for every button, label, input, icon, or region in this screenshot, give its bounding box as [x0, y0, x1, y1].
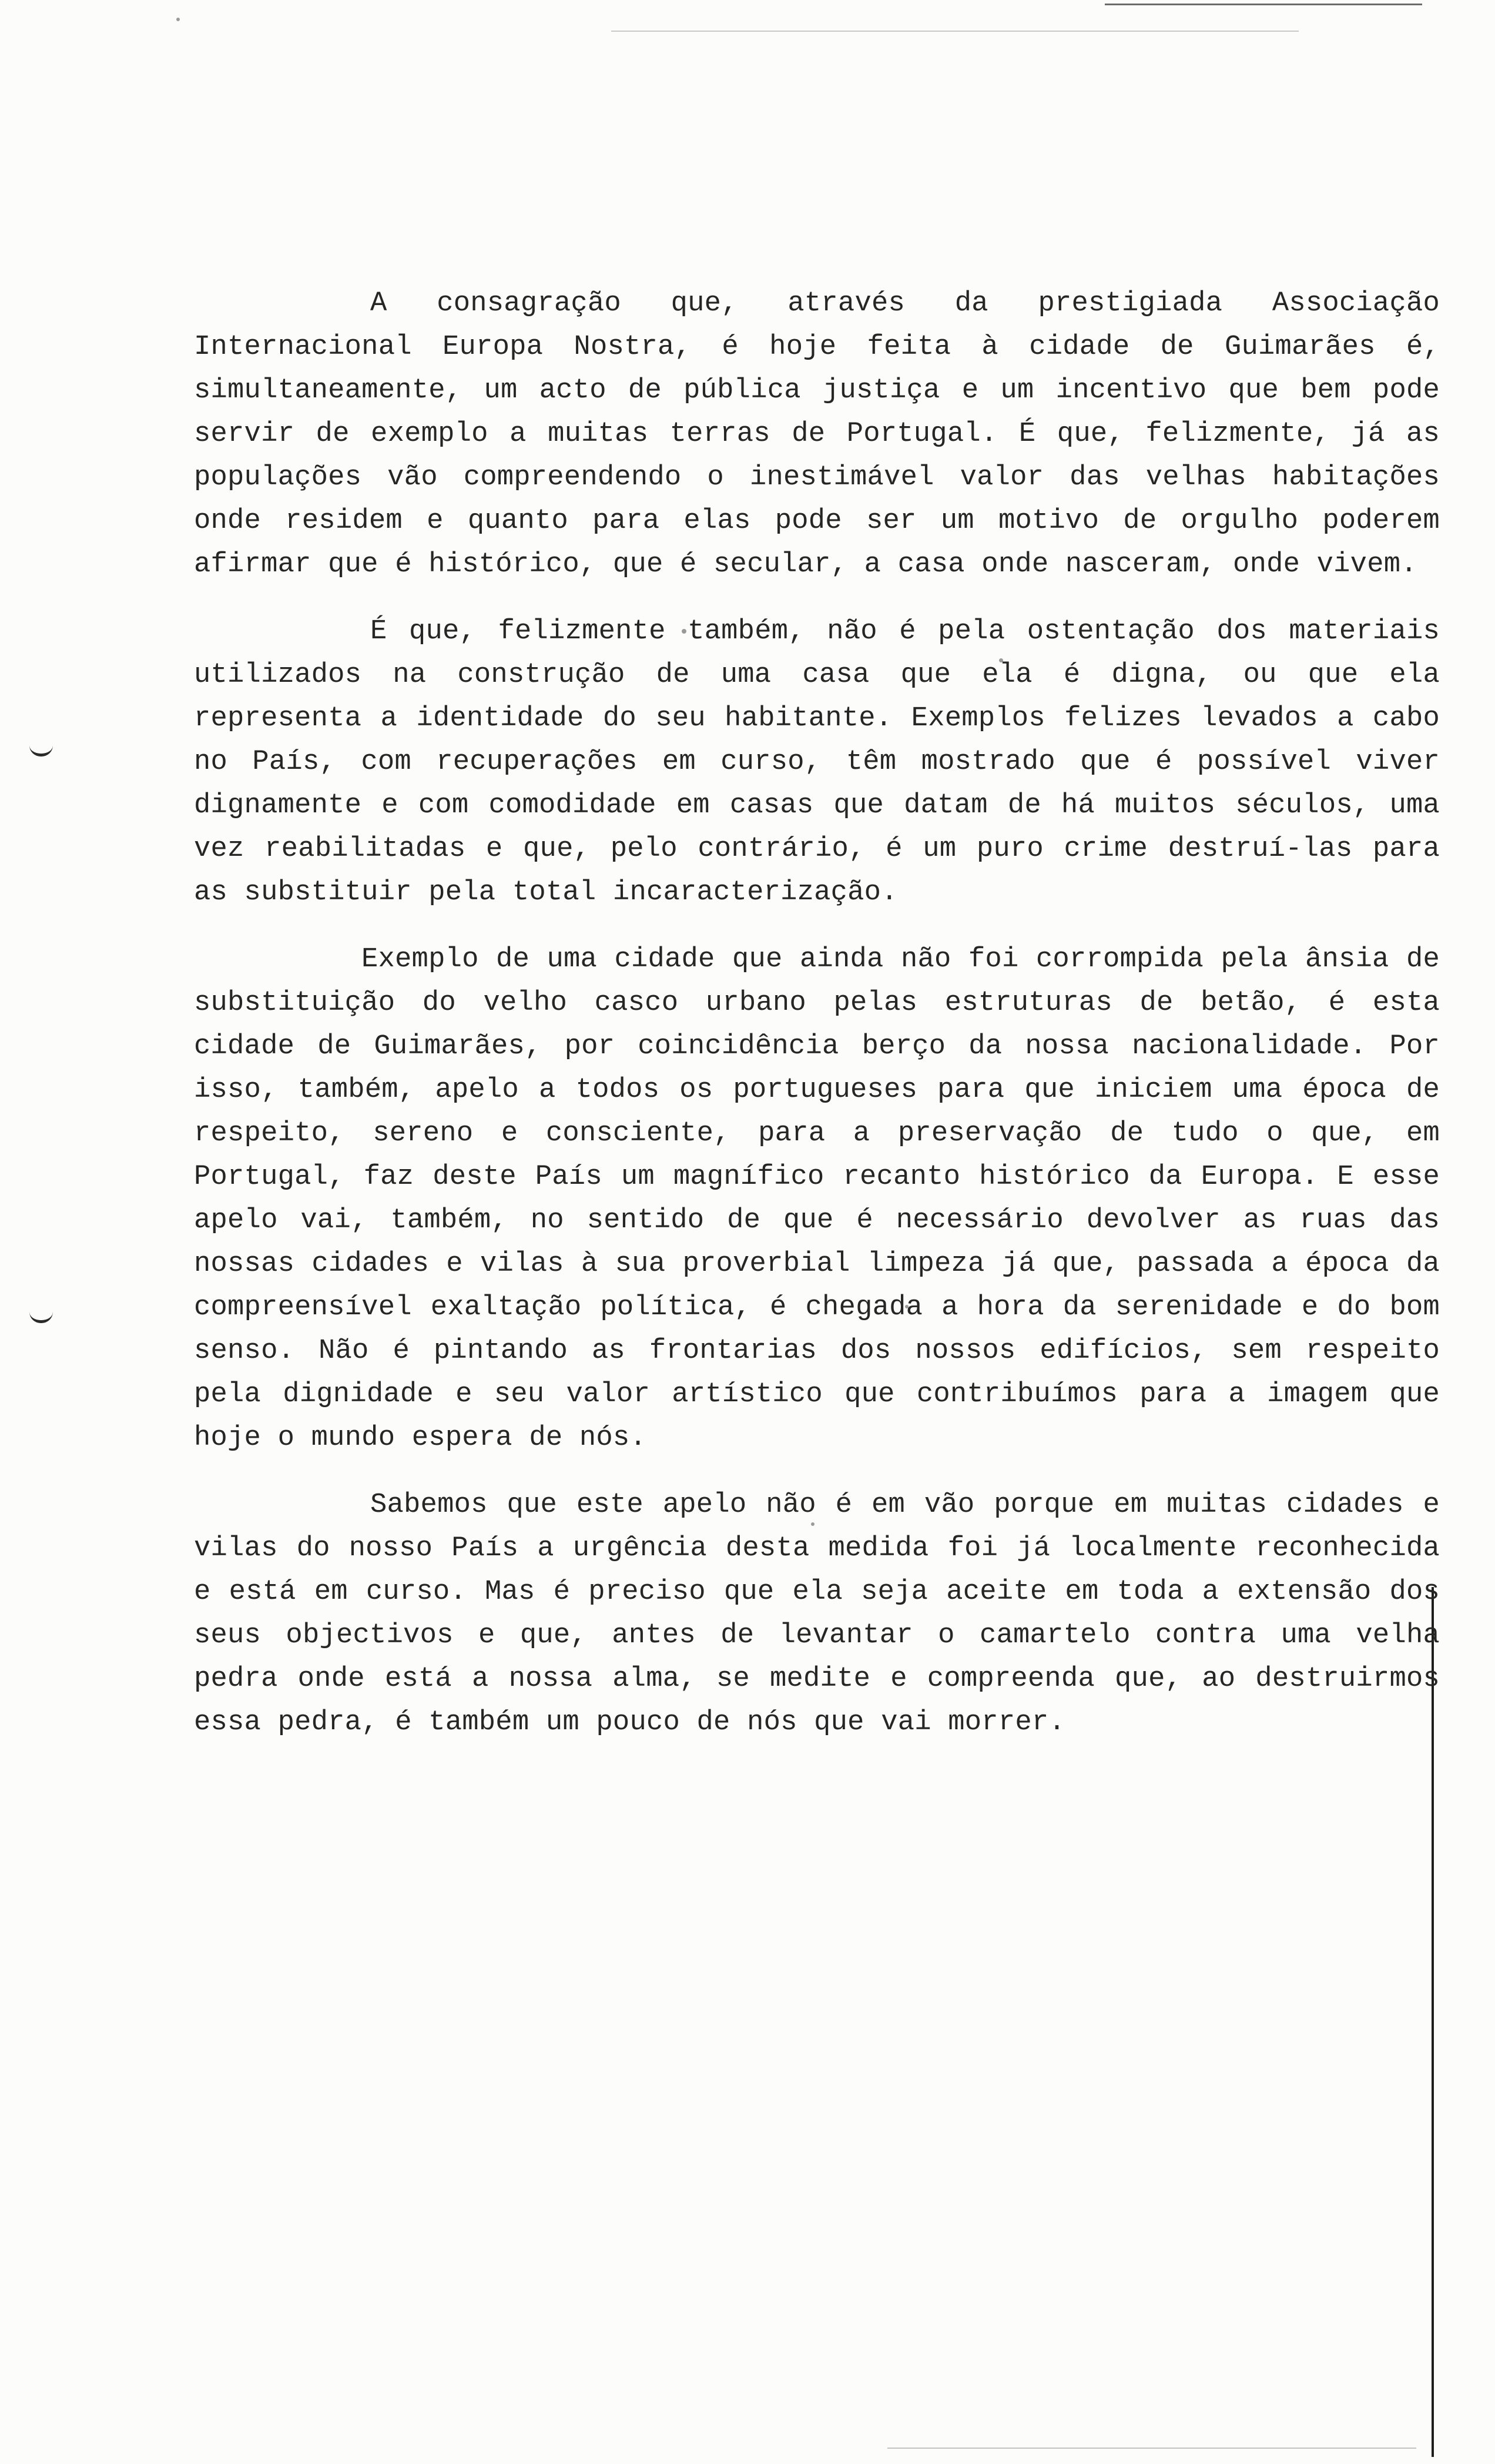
- paragraph-1: A consagração que, através da prestigiada Associação Internacional Europa Nostra, é hoje feita à cidade de Guimarães é, simultaneamente, um acto de pública justiça e um incentivo que bem pode servir de exemplo a muitas terras de Portugal. É que, felizmente, já as populações vão compreendendo o inestimável valor das velhas habitações onde residem e quanto para elas pode ser um motivo de orgulho poderem afirmar que é histórico, que é secular, a casa onde nasceram, onde vivem.: [194, 288, 1440, 580]
- speck: [176, 18, 180, 21]
- bottom-dotted-line: [887, 2448, 1416, 2449]
- paragraph-4: Sabemos que este apelo não é em vão porque em muitas cidades e vilas do nosso País a urgência desta medida foi já localmente reconhecida e está em curso. Mas é preciso que ela seja aceite em toda a extensão dos seus objectivos e que, antes de levantar o camartelo contra uma velha pedra onde está a nossa alma, se medite e compreenda que, ao destruirmos essa pedra, é também um pouco de nós que vai morrer.: [194, 1489, 1440, 1738]
- typewritten-text-body: [194, 282, 1440, 1745]
- left-margin-mark-1: [29, 745, 53, 756]
- top-edge-line: [1105, 4, 1422, 5]
- left-margin-mark-2: [29, 1312, 53, 1323]
- faint-show-through-text: [605, 147, 1340, 212]
- paragraph-2: É que, felizmente também, não é pela ostentação dos materiais utilizados na construção de uma casa que ela é digna, ou que ela representa a identidade do seu habitante. Exemplos felizes levados a cabo no País, com recuperações em curso, têm mostrado que é possível viver dignamente e com comodidade em casas que datam de há muitos séculos, uma vez reabilitadas e que, pelo contrário, é um puro crime destruí-las para as substituir pela total incaracterização.: [194, 616, 1440, 908]
- paragraph-3: Exemplo de uma cidade que ainda não foi corrompida pela ânsia de substituição do velho casco urbano pelas estruturas de betão, é esta cidade de Guimarães, por coincidência berço da nossa nacionalidade. Por isso, também, apelo a todos os portugueses para que iniciem uma época de respeito, sereno e consciente, para a preservação de tudo o que, em Portugal, faz deste País um magnífico recanto histórico da Europa. E esse apelo vai, também, no sentido de que é necessário devolver as ruas das nossas cidades e vilas à sua proverbial limpeza já que, passada a época da compreensível exaltação política, é chegada a hora da serenidade e do bom senso. Não é pintando as frontarias dos nossos edifícios, sem respeito pela dignidade e seu valor artístico que contribuímos para a imagem que hoje o mundo espera de nós.: [194, 944, 1440, 1454]
- top-dotted-line: [611, 31, 1299, 32]
